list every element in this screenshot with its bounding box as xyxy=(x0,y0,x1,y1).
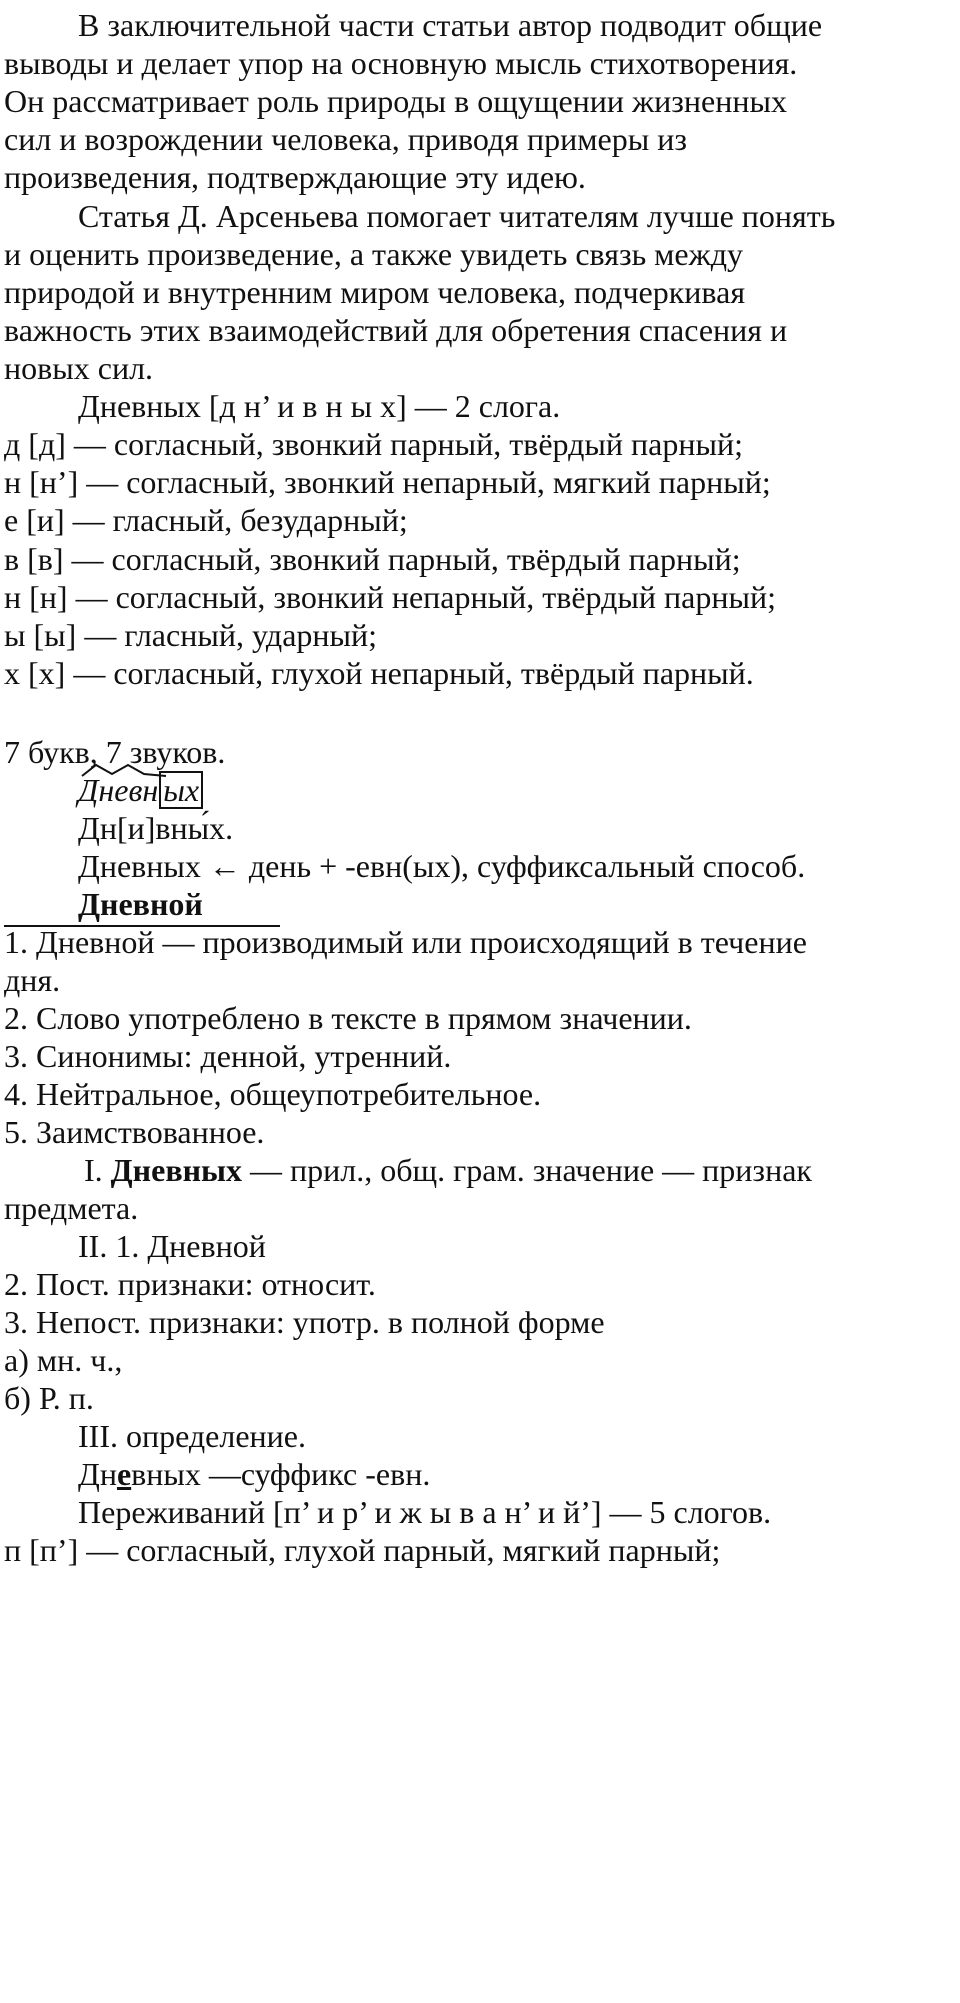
letters-sounds-summary: 7 букв, 7 звуков. xyxy=(4,734,226,770)
lexical-title: Дневной xyxy=(78,886,203,922)
lexical-item: 4. Нейтральное, общеупотребительное. xyxy=(4,1076,542,1112)
lexical-item: 2. Слово употреблено в тексте в прямом значении. xyxy=(4,1000,692,1036)
phonetic-row: н [н’] — согласный, звонкий непарный, мягкий парный; xyxy=(4,464,771,500)
phonetic-row: х [х] — согласный, глухой непарный, твёрдый парный. xyxy=(4,655,754,691)
paragraph-1-line-2: выводы и делает упор на основную мысль стихотворения. xyxy=(4,45,798,81)
paragraph-1-line-4: сил и возрождении человека, приводя примеры из xyxy=(4,121,687,157)
morpheme-stem: Днев xyxy=(78,772,143,808)
phonetic-heading: Дневных [д н’ и в н ы х] — 2 слога. xyxy=(78,388,561,424)
paragraph-2-line-1: Статья Д. Арсеньева помогает читателям лучше понять xyxy=(78,198,836,234)
morpheme-ending: ых xyxy=(159,771,203,809)
spelling-after: вных —суффикс -евн. xyxy=(131,1456,431,1492)
lexical-item: 1. Дневной — производимый или происходящий в течение xyxy=(4,924,807,960)
morph-item: 2. Пост. признаки: относит. xyxy=(4,1266,376,1302)
morph-word-bold: Дневных xyxy=(110,1152,243,1188)
paragraph-2-line-2: и оценить произведение, а также увидеть связь между xyxy=(4,236,744,272)
morph-item: 3. Непост. признаки: употр. в полной форме xyxy=(4,1304,605,1340)
phonetic-row: н [н] — согласный, звонкий непарный, твёрдый парный; xyxy=(4,579,776,615)
phonetic-row: ы [ы] — гласный, ударный; xyxy=(4,617,378,653)
morph-line-1-rest: — прил., общ. грам. значение — признак xyxy=(242,1152,812,1188)
phonetic-row: е [и] — гласный, безударный; xyxy=(4,502,408,538)
orthoepy: Дн[и]вны́х. xyxy=(78,810,234,846)
morpheme-suffix-letter: н xyxy=(142,772,159,808)
phonetic-row: д [д] — согласный, звонкий парный, твёрдый парный; xyxy=(4,426,743,462)
lexical-item: 5. Заимствованное. xyxy=(4,1114,265,1150)
morph-item: II. 1. Дневной xyxy=(78,1228,266,1264)
phonetic-row: в [в] — согласный, звонкий парный, твёрдый парный; xyxy=(4,541,741,577)
paragraph-1-line-1: В заключительной части статьи автор подводит общие xyxy=(78,7,823,43)
phonetic-2-row: п [п’] — согласный, глухой парный, мягкий парный; xyxy=(4,1532,721,1568)
paragraph-2-line-5: новых сил. xyxy=(4,350,154,386)
suffix-arc-icon xyxy=(78,762,170,778)
paragraph-2-line-4: важность этих взаимодействий для обретения спасения и xyxy=(4,312,788,348)
morph-analysis-line-1-cont: предмета. xyxy=(4,1190,139,1226)
spelling-line xyxy=(78,1454,430,1494)
morph-analysis-line-1 xyxy=(84,1150,812,1190)
paragraph-1-line-3: Он рассматривает роль природы в ощущении жизненных xyxy=(4,83,787,119)
spelling-highlight: е xyxy=(116,1456,132,1492)
paragraph-2-line-3: природой и внутренним миром человека, подчеркивая xyxy=(4,274,746,310)
spelling-before: Дн xyxy=(78,1456,117,1492)
phonetic-2-heading: Переживаний [п’ и р’ и ж ы в а н’ и й’] — 5 слогов. xyxy=(78,1494,772,1530)
morph-item: а) мн. ч., xyxy=(4,1342,123,1378)
word-formation: Дневных ← день + -евн(ых), суффиксальный способ. xyxy=(78,848,806,884)
lexical-item: дня. xyxy=(4,962,61,998)
paragraph-1-line-5: произведения, подтверждающие эту идею. xyxy=(4,159,586,195)
morph-item: б) Р. п. xyxy=(4,1380,94,1416)
morph-roman-one: I. xyxy=(84,1152,111,1188)
morph-item: III. определение. xyxy=(78,1418,306,1454)
morpheme-word xyxy=(78,770,203,810)
lexical-item: 3. Синонимы: денной, утренний. xyxy=(4,1038,452,1074)
